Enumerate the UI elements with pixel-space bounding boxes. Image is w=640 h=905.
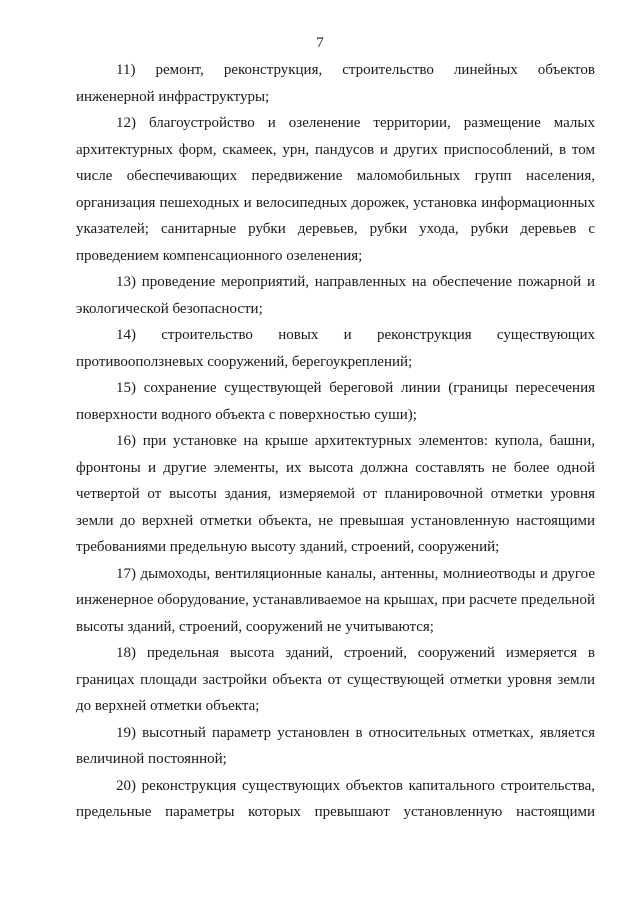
paragraph-item-14: 14) строительство новых и реконструкция существующих противооползневых сооружений, берегоукреплений; xyxy=(76,327,595,370)
document-body xyxy=(76,57,595,826)
paragraph-item-15: 15) сохранение существующей береговой линии (границы пересечения поверхности водного объекта с поверхностью суши); xyxy=(76,380,595,423)
paragraph-item-12: 12) благоустройство и озеленение территории, размещение малых архитектурных форм, скамеек, урн, пандусов и других приспособлений, в том числе обеспечивающих передвижение маломобильных групп населения, организация пешеходных и велосипедных дорожек, установка информационных указателей; санитарные рубки деревьев, рубки ухода, рубки деревьев с проведением компенсационного озеленения; xyxy=(76,115,595,264)
paragraph-item-20: 20) реконструкция существующих объектов капитального строительства, предельные параметры которых превышают установленную настоящими xyxy=(76,777,595,820)
paragraph-item-18: 18) предельная высота зданий, строений, сооружений измеряется в границах площади застройки объекта от существующей отметки уровня земли до верхней отметки объекта; xyxy=(76,645,595,714)
paragraph-item-13: 13) проведение мероприятий, направленных на обеспечение пожарной и экологической безопасности; xyxy=(76,274,595,317)
paragraph-item-19: 19) высотный параметр установлен в относительных отметках, является величиной постоянной; xyxy=(76,724,595,767)
page-number: 7 xyxy=(316,35,324,51)
paragraph-item-16: 16) при установке на крыше архитектурных элементов: купола, башни, фронтоны и другие элементы, их высота должна составлять не более одной четвертой от высоты здания, измеряемой от планировочной отметки уровня земли до верхней отметки объекта, не превышая установленную настоящими требованиями предельную высоту зданий, строений, сооружений; xyxy=(76,433,595,555)
paragraph-item-17: 17) дымоходы, вентиляционные каналы, антенны, молниеотводы и другое инженерное оборудование, устанавливаемое на крышах, при расчете предельной высоты зданий, строений, сооружений не учитываются; xyxy=(76,565,595,635)
paragraph-item-11: 11) ремонт, реконструкция, строительство линейных объектов инженерной инфраструктуры; xyxy=(76,62,595,105)
